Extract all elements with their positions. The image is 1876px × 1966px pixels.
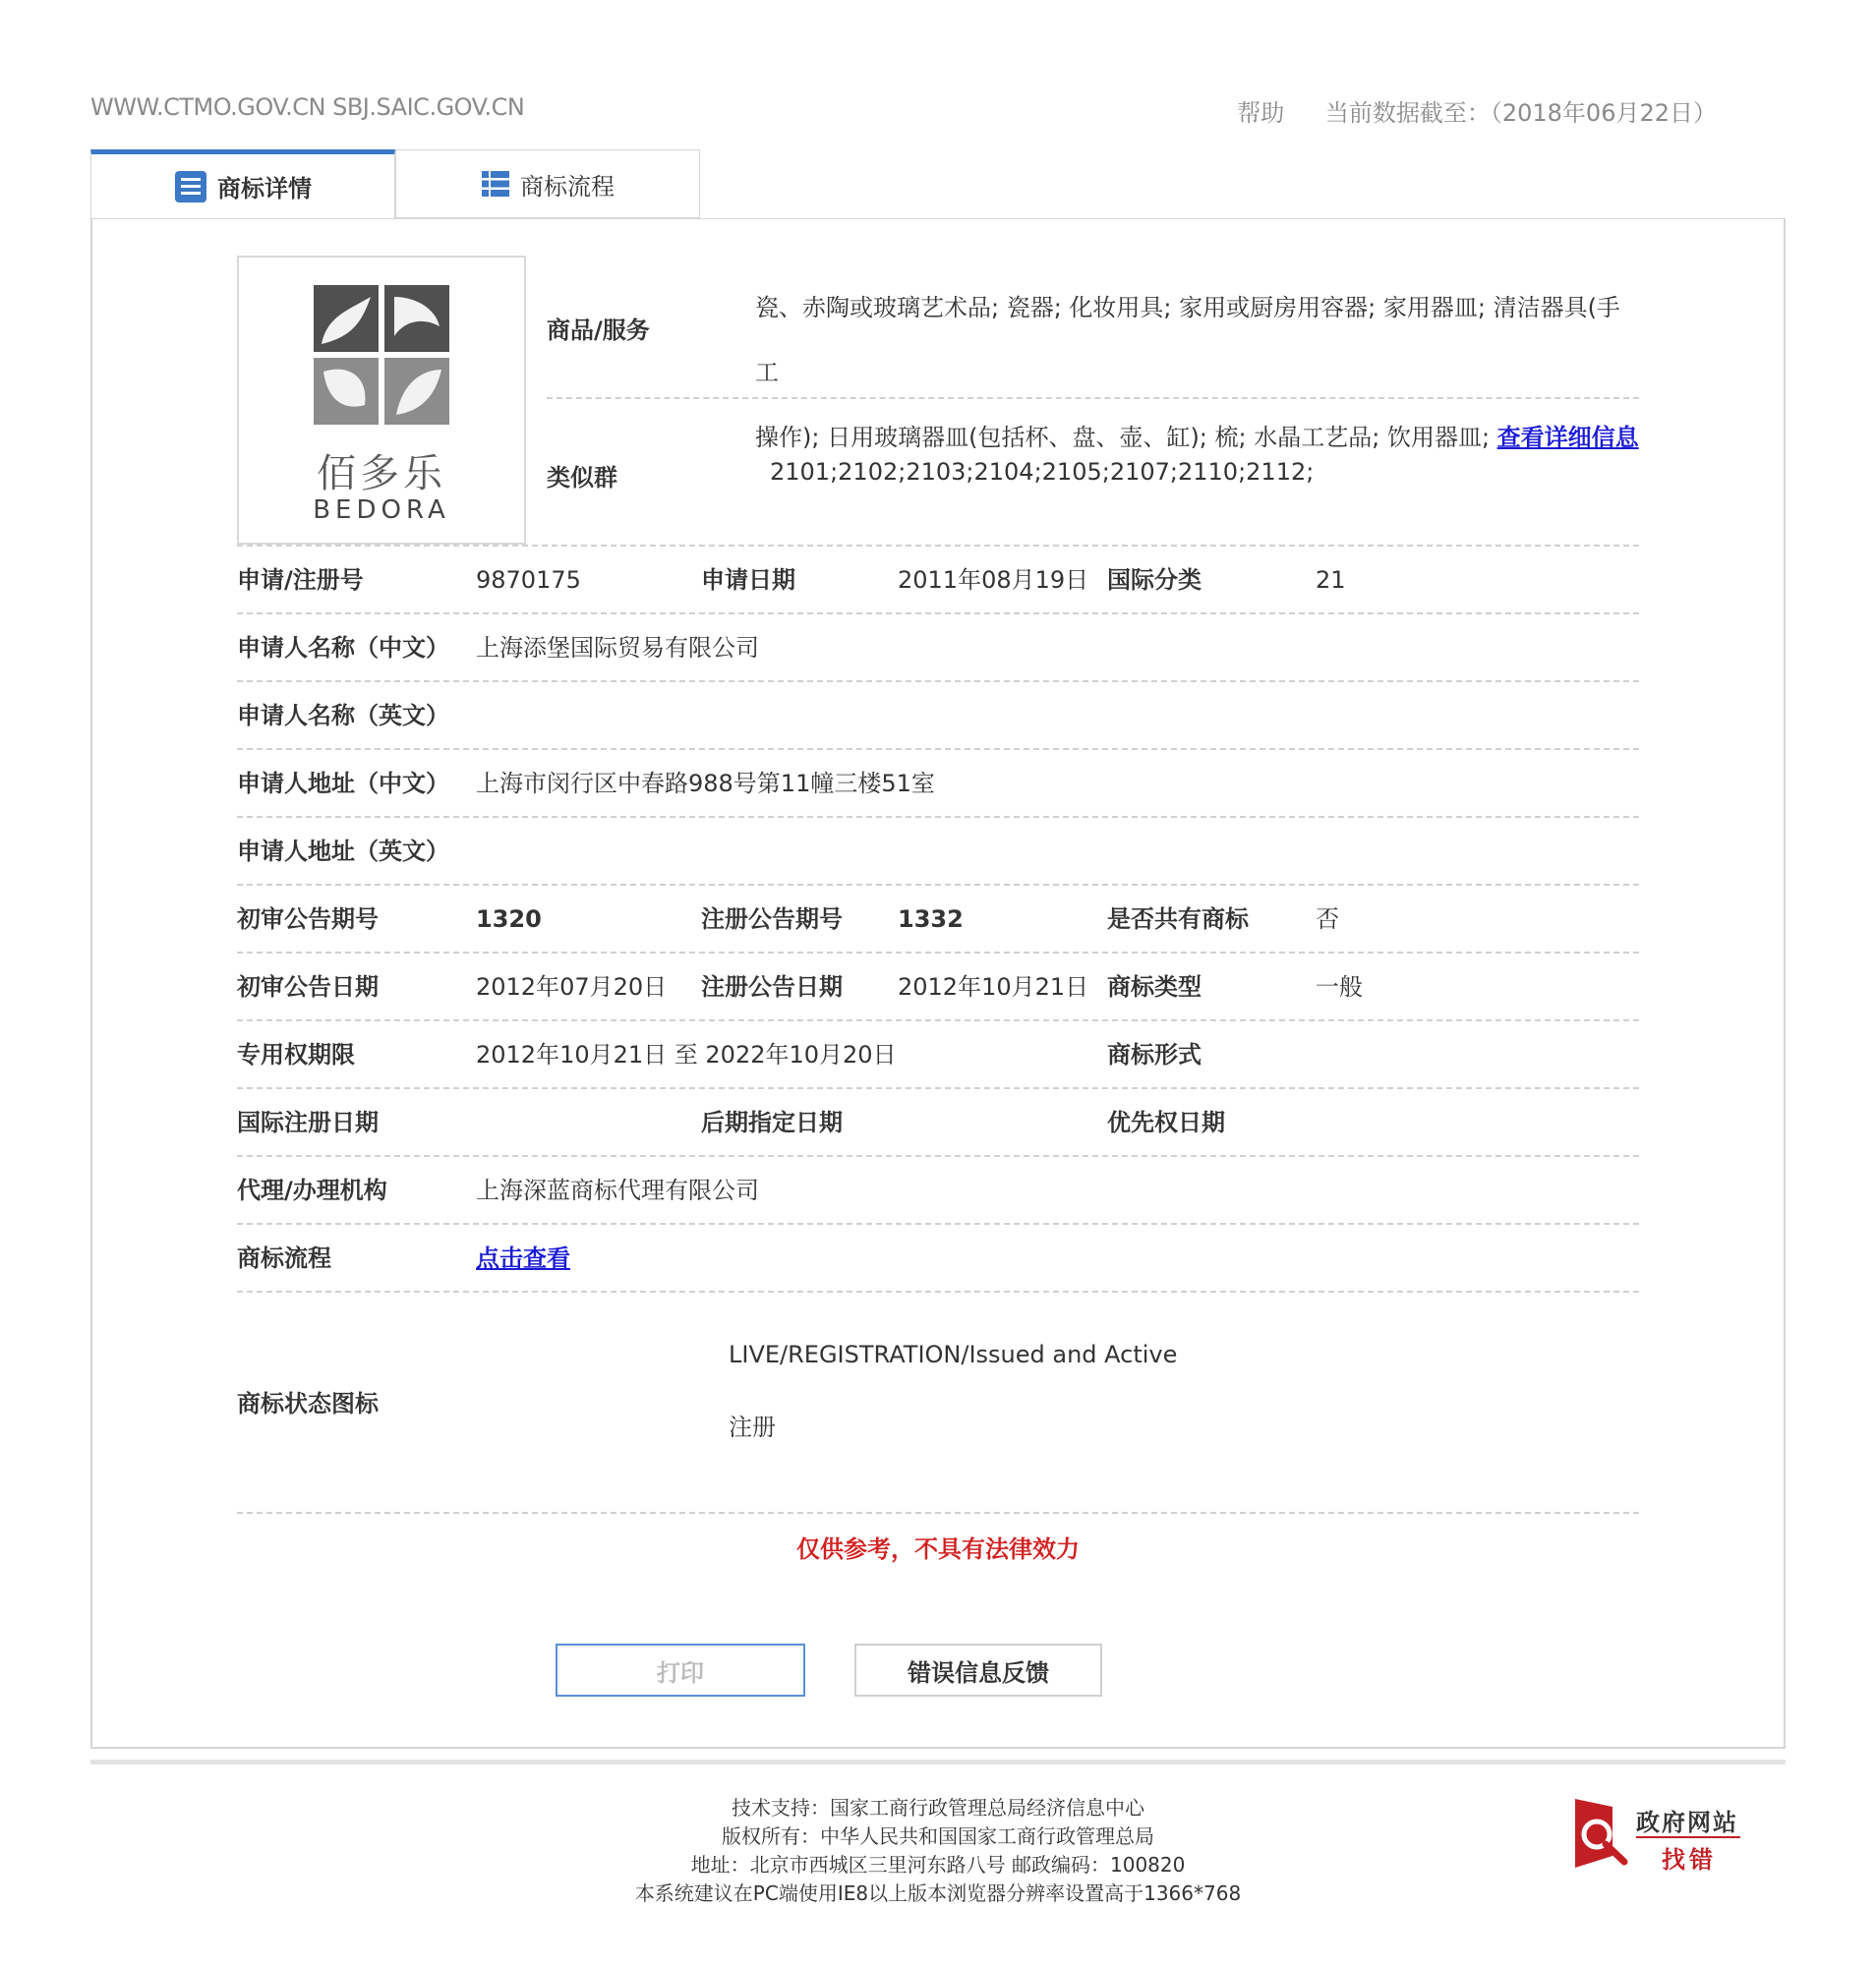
footer-tech-support: 技术支持：国家工商行政管理总局经济信息中心	[732, 1796, 1144, 1820]
intl-reg-date-label: 国际注册日期	[237, 1109, 379, 1136]
agent-label: 代理/办理机构	[237, 1177, 387, 1204]
gov-badge-top-text: 政府网站	[1636, 1809, 1738, 1836]
info-row-agent	[237, 1157, 1639, 1224]
info-row-process	[237, 1225, 1639, 1292]
tab-label: 商标详情	[217, 175, 312, 202]
agent-value: 上海深蓝商标代理有限公司	[476, 1177, 759, 1204]
address-cn-value: 上海市闵行区中春路988号第11幢三楼51室	[476, 770, 935, 797]
tab-label: 商标流程	[520, 172, 615, 201]
prelim-date-label: 初审公告日期	[237, 973, 379, 1001]
goods-services-label: 商品/服务	[547, 317, 650, 344]
info-row-publication-date	[237, 954, 1639, 1020]
applicant-cn-label: 申请人名称（中文）	[237, 634, 449, 662]
mark-type-label: 商标类型	[1107, 973, 1202, 1001]
goods-line-2-text: 操作); 日用玻璃器皿(包括杯、盘、壶、缸); 梳; 水晶工艺品; 饮用器皿;	[755, 424, 1497, 451]
priority-date-label: 优先权日期	[1107, 1109, 1225, 1136]
tab-trademark-details[interactable]	[90, 149, 395, 219]
reg-no-label: 申请/注册号	[237, 566, 364, 594]
intl-class-value: 21	[1316, 566, 1346, 594]
data-cutoff: 当前数据截至：（2018年06月22日）	[1324, 99, 1717, 127]
magnifier-icon	[1573, 1797, 1636, 1876]
logo-english-text: BEDORA	[313, 495, 450, 525]
footer-copyright: 版权所有：中华人民共和国国家工商行政管理总局	[722, 1824, 1154, 1848]
intl-class-label: 国际分类	[1107, 566, 1202, 594]
apply-date-label: 申请日期	[701, 566, 795, 594]
info-row-applicant-en	[237, 682, 1639, 749]
footer-browser-note: 本系统建议在PC端使用IE8以上版本浏览器分辨率设置高于1366*768	[634, 1881, 1242, 1905]
trademark-image	[237, 256, 526, 545]
info-row-publication-no	[237, 886, 1639, 953]
process-label: 商标流程	[237, 1244, 331, 1272]
error-feedback-button[interactable]: 错误信息反馈	[854, 1644, 1102, 1697]
gov-badge-bottom-text: 找错	[1662, 1846, 1717, 1874]
trademark-logo-graphic	[239, 258, 528, 444]
later-date-label: 后期指定日期	[701, 1109, 843, 1136]
mark-type-value: 一般	[1316, 973, 1363, 1001]
document-list-icon	[174, 170, 207, 203]
tab-trademark-process[interactable]	[395, 149, 700, 218]
similar-group-label: 类似群	[547, 464, 617, 492]
reg-pub-date-label: 注册公告日期	[701, 973, 843, 1001]
info-row-address-en	[237, 818, 1639, 885]
gov-badge-rule	[1636, 1836, 1740, 1838]
view-details-link[interactable]: 查看详细信息	[1496, 424, 1639, 451]
prelim-no-label: 初审公告期号	[237, 905, 379, 933]
divider	[547, 397, 1639, 399]
disclaimer: 仅供参考，不具有法律效力	[796, 1535, 1080, 1563]
exclusive-value: 2012年10月21日 至 2022年10月20日	[476, 1041, 897, 1069]
logo-chinese-text: 佰多乐	[317, 451, 446, 496]
status-chinese: 注册	[729, 1414, 776, 1441]
divider	[237, 1291, 1639, 1293]
info-row-applicant-cn	[237, 614, 1639, 681]
status-label: 商标状态图标	[237, 1390, 379, 1417]
divider	[237, 1512, 1639, 1514]
top-bar	[90, 93, 1786, 129]
goods-line-1: 瓷、赤陶或玻璃艺术品; 瓷器; 化妆用具; 家用或厨房用容器; 家用器皿; 清洁器具(手工	[755, 294, 1620, 386]
reg-no-value: 9870175	[476, 566, 581, 594]
shared-value: 否	[1316, 905, 1339, 933]
gov-site-error-report-badge[interactable]	[1573, 1797, 1750, 1876]
print-button[interactable]: 打印	[556, 1644, 805, 1697]
prelim-date-value: 2012年07月20日	[476, 973, 668, 1001]
goods-services-value	[755, 275, 1640, 470]
address-en-label: 申请人地址（英文）	[237, 838, 449, 865]
applicant-en-label: 申请人名称（英文）	[237, 702, 449, 729]
view-process-link[interactable]: 点击查看	[476, 1244, 570, 1272]
info-row-exclusive-period	[237, 1021, 1639, 1088]
list-icon	[481, 169, 510, 199]
info-row-registration	[237, 547, 1639, 613]
footer-address: 地址：北京市西城区三里河东路八号 邮政编码：100820	[690, 1853, 1186, 1877]
mark-form-label: 商标形式	[1107, 1041, 1202, 1069]
help-link[interactable]: 帮助	[1237, 99, 1285, 127]
status-english: LIVE/REGISTRATION/Issued and Active	[729, 1341, 1178, 1368]
reg-pub-no-label: 注册公告期号	[701, 905, 843, 933]
address-cn-label: 申请人地址（中文）	[237, 770, 449, 797]
info-row-dates	[237, 1089, 1639, 1156]
exclusive-label: 专用权期限	[237, 1041, 355, 1069]
site-links[interactable]: WWW.CTMO.GOV.CN SBJ.SAIC.GOV.CN	[90, 93, 525, 121]
top-right-info	[1237, 93, 1717, 128]
reg-pub-no-value: 1332	[898, 905, 964, 933]
apply-date-value: 2011年08月19日	[898, 566, 1089, 594]
applicant-cn-value: 上海添堡国际贸易有限公司	[476, 634, 759, 662]
footer-divider	[90, 1760, 1786, 1764]
prelim-no-value: 1320	[476, 905, 542, 933]
shared-label: 是否共有商标	[1107, 905, 1249, 933]
info-row-address-cn	[237, 750, 1639, 817]
reg-pub-date-value: 2012年10月21日	[898, 973, 1089, 1001]
similar-group-value: 2101;2102;2103;2104;2105;2107;2110;2112;	[770, 458, 1315, 486]
